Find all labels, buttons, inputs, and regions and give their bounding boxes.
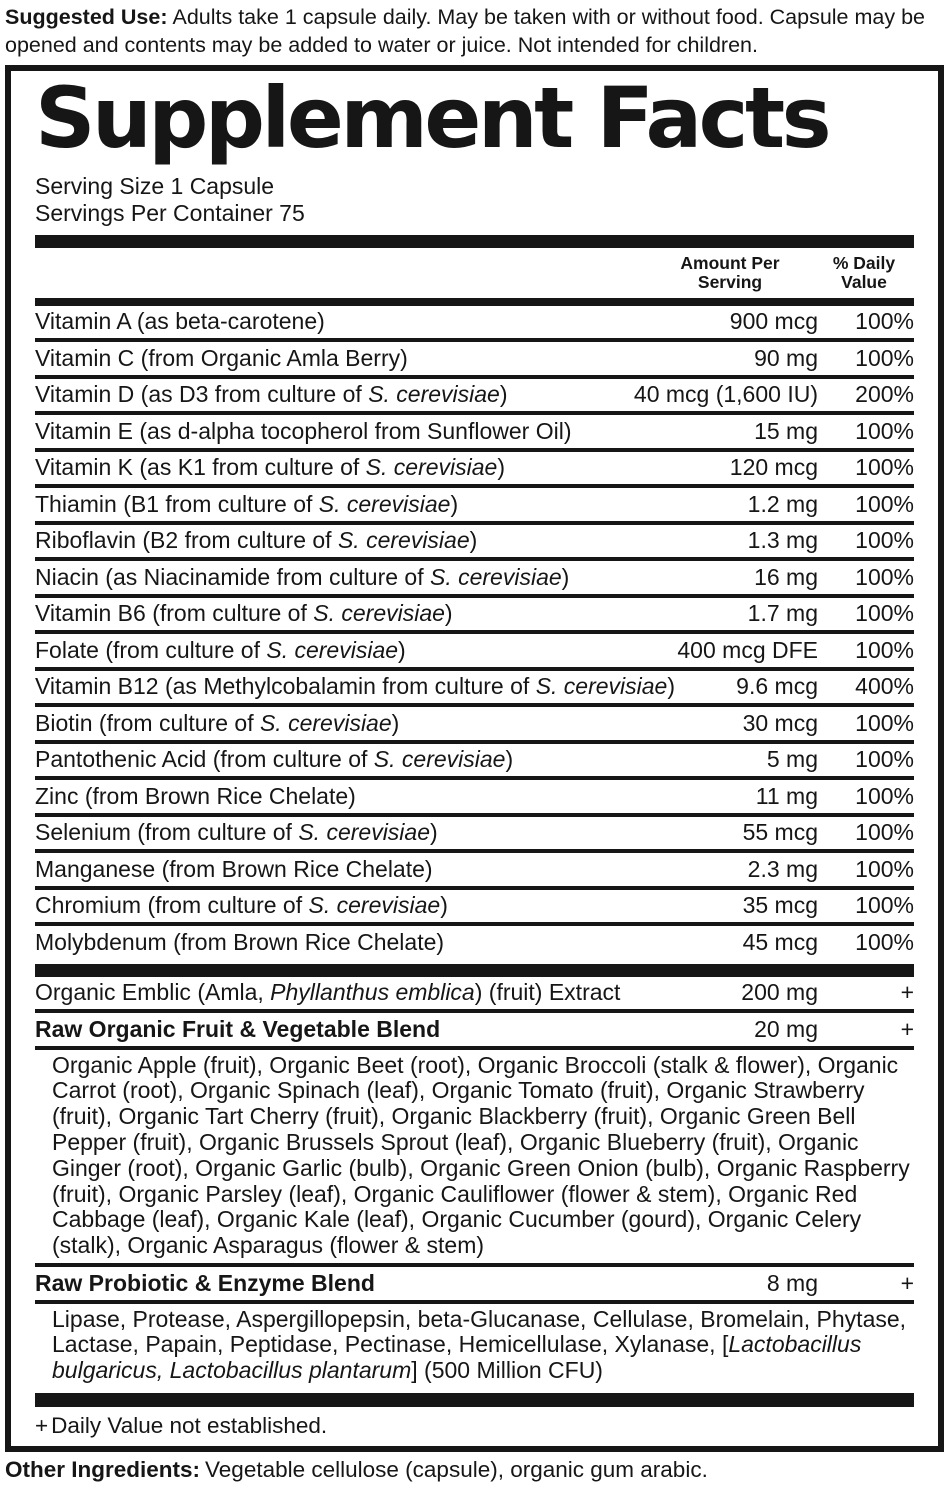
nutrient-label: Molybdenum (from Brown Rice Chelate) — [35, 928, 445, 955]
daily-value-column-header: % Daily Value — [832, 252, 896, 293]
nutrient-row — [35, 342, 914, 375]
nutrient-daily-value: 100% — [855, 855, 914, 882]
divider-bar-footnote — [35, 1393, 914, 1407]
nutrient-daily-value: 100% — [855, 819, 914, 846]
suggested-use-prefix: Suggested Use: — [5, 5, 168, 29]
nutrient-amount: 90 mg — [754, 344, 818, 371]
footnote-text: Daily Value not established. — [51, 1412, 328, 1438]
nutrient-amount: 55 mcg — [742, 819, 818, 846]
blend-row — [35, 977, 914, 1010]
nutrient-amount: 35 mcg — [742, 892, 818, 919]
nutrient-row — [35, 890, 914, 923]
nutrient-daily-value: 100% — [855, 928, 914, 955]
nutrient-label: Selenium (from culture of S. cerevisiae) — [35, 819, 438, 846]
nutrient-daily-value: 400% — [855, 673, 914, 700]
nutrient-row — [35, 780, 914, 813]
nutrient-label: Niacin (as Niacinamide from culture of S. cerevisiae) — [35, 563, 570, 590]
nutrient-label: Vitamin A (as beta-carotene) — [35, 308, 325, 335]
blend-daily-value: + — [900, 1269, 914, 1296]
blend-row — [35, 1267, 914, 1300]
divider-bar-header — [35, 298, 914, 306]
nutrient-row — [35, 817, 914, 850]
daily-value-footnote — [35, 1407, 914, 1446]
nutrient-amount: 900 mcg — [729, 308, 818, 335]
supplement-facts-panel — [5, 65, 944, 1452]
nutrient-label: Vitamin B12 (as Methylcobalamin from culture of S. cerevisiae) — [35, 673, 676, 700]
nutrient-row — [35, 452, 914, 485]
divider-bar-blends — [35, 964, 914, 977]
nutrient-label: Biotin (from culture of S. cerevisiae) — [35, 709, 400, 736]
nutrient-row — [35, 525, 914, 558]
nutrient-label: Pantothenic Acid (from culture of S. cerevisiae) — [35, 746, 514, 773]
footnote-symbol: + — [35, 1412, 49, 1438]
nutrient-daily-value: 100% — [855, 308, 914, 335]
nutrient-label: Vitamin D (as D3 from culture of S. cerevisiae) — [35, 381, 508, 408]
panel-title: Supplement Facts — [35, 69, 829, 168]
nutrient-daily-value: 100% — [855, 746, 914, 773]
nutrient-label: Vitamin E (as d-alpha tocopherol from Sunflower Oil) — [35, 417, 572, 444]
nutrient-daily-value: 100% — [855, 709, 914, 736]
serving-info — [35, 173, 914, 227]
nutrient-amount: 11 mg — [755, 782, 818, 809]
nutrient-amount: 1.2 mg — [747, 490, 818, 517]
blend-description: Lipase, Protease, Aspergillopepsin, beta-Glucanase, Cellulase, Bromelain, Phytase, Lactase, Papain, Peptidase, Pectinase, Hemicellulase, Xylanase, [Lactobacillus bulgaricus, Lactobacillus plantarum] (500 Million CFU) — [52, 1305, 907, 1384]
nutrient-daily-value: 100% — [855, 600, 914, 627]
other-ingredients-text — [0, 1452, 949, 1483]
blend-daily-value: + — [900, 1015, 914, 1042]
nutrient-row — [35, 853, 914, 886]
other-ingredients-prefix: Other Ingredients: — [5, 1456, 201, 1482]
nutrient-daily-value: 100% — [855, 892, 914, 919]
suggested-use-body: Adults take 1 capsule daily. May be taken with or without food. Capsule may be opened and contents may be added to water or juice. Not intended for children. — [5, 5, 925, 58]
nutrient-daily-value: 100% — [855, 417, 914, 444]
nutrient-amount: 40 mcg (1,600 IU) — [633, 381, 818, 408]
nutrient-amount: 1.7 mg — [747, 600, 818, 627]
nutrient-label: Vitamin C (from Organic Amla Berry) — [35, 344, 408, 371]
nutrient-row — [35, 415, 914, 448]
nutrient-row — [35, 671, 914, 704]
blend-amount: 20 mg — [754, 1015, 818, 1042]
blend-row — [35, 1013, 914, 1046]
blend-label: Organic Emblic (Amla, Phyllanthus emblica) (fruit) Extract — [35, 979, 621, 1006]
nutrient-label: Vitamin B6 (from culture of S. cerevisiae) — [35, 600, 453, 627]
nutrient-amount: 15 mg — [754, 417, 818, 444]
nutrient-amount: 120 mcg — [729, 454, 818, 481]
nutrient-label: Folate (from culture of S. cerevisiae) — [35, 636, 406, 663]
blend-amount: 8 mg — [766, 1269, 818, 1296]
blend-label: Raw Organic Fruit & Vegetable Blend — [35, 1015, 441, 1042]
nutrient-daily-value: 100% — [855, 563, 914, 590]
blend-description: Organic Apple (fruit), Organic Beet (root), Organic Broccoli (stalk & flower), Organic Carrot (root), Organic Spinach (leaf), Organic Tomato (fruit), Organic Strawberry (fruit), Organic Tart Cherry (fruit), Organic Blackberry (fruit), Organic Green Bell Pepper (fruit), Organic Brussels Sprout (leaf), Organic Blueberry (fruit), Organic Ginger (root), Organic Garlic (bulb), Organic Green Onion (bulb), Organic Raspberry (fruit), Organic Parsley (leaf), Organic Cauliflower (flower & stem), Organic Red Cabbage (leaf), Organic Kale (leaf), Organic Cucumber (gourd), Organic Celery (stalk), Organic Asparagus (flower & stem) — [52, 1051, 910, 1259]
blend-amount: 200 mg — [741, 979, 818, 1006]
serving-size: Serving Size 1 Capsule — [35, 172, 275, 199]
nutrient-row — [35, 561, 914, 594]
other-ingredients-body: Vegetable cellulose (capsule), organic gum arabic. — [205, 1456, 708, 1482]
nutrient-label: Vitamin K (as K1 from culture of S. cerevisiae) — [35, 454, 505, 481]
servings-per-container: Servings Per Container 75 — [35, 199, 305, 226]
blend-daily-value: + — [900, 979, 914, 1006]
nutrient-daily-value: 100% — [855, 636, 914, 663]
nutrient-amount: 5 mg — [766, 746, 818, 773]
nutrient-daily-value: 100% — [855, 344, 914, 371]
column-header-row — [35, 248, 914, 298]
nutrient-daily-value: 200% — [855, 381, 914, 408]
nutrient-row — [35, 744, 914, 777]
nutrient-amount: 16 mg — [754, 563, 818, 590]
nutrient-row — [35, 488, 914, 521]
nutrient-row — [35, 926, 914, 959]
nutrient-label: Zinc (from Brown Rice Chelate) — [35, 782, 356, 809]
nutrient-label: Thiamin (B1 from culture of S. cerevisiae) — [35, 490, 459, 517]
nutrient-amount: 30 mcg — [742, 709, 818, 736]
nutrient-daily-value: 100% — [855, 782, 914, 809]
nutrient-row — [35, 306, 914, 339]
nutrient-amount: 2.3 mg — [747, 855, 818, 882]
nutrient-daily-value: 100% — [855, 527, 914, 554]
nutrient-label: Riboflavin (B2 from culture of S. cerevisiae) — [35, 527, 478, 554]
blend-label: Raw Probiotic & Enzyme Blend — [35, 1269, 375, 1296]
nutrient-row — [35, 634, 914, 667]
nutrient-amount: 9.6 mcg — [736, 673, 818, 700]
nutrient-daily-value: 100% — [855, 490, 914, 517]
amount-column-header: Amount Per Serving — [680, 252, 780, 293]
nutrient-row — [35, 707, 914, 740]
blend-table — [35, 977, 914, 1388]
nutrient-label: Chromium (from culture of S. cerevisiae) — [35, 892, 448, 919]
suggested-use-text — [0, 0, 949, 59]
nutrient-daily-value: 100% — [855, 454, 914, 481]
nutrient-row — [35, 598, 914, 631]
nutrient-amount: 1.3 mg — [747, 527, 818, 554]
divider-bar-top — [35, 235, 914, 248]
nutrient-table — [35, 306, 914, 959]
nutrient-label: Manganese (from Brown Rice Chelate) — [35, 855, 433, 882]
nutrient-row — [35, 379, 914, 412]
nutrient-amount: 45 mcg — [742, 928, 818, 955]
nutrient-amount: 400 mcg DFE — [677, 636, 818, 663]
